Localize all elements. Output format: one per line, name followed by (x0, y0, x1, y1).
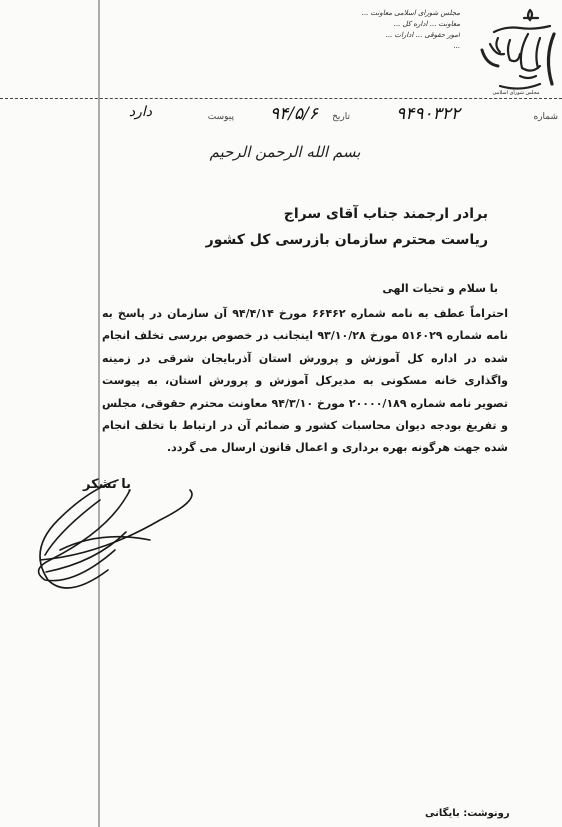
reference-strip (60, 104, 558, 130)
date-label: تاریخ (332, 112, 350, 122)
attachment-label: پیوست (207, 112, 234, 122)
letterhead-line: ... (453, 42, 460, 50)
letterhead-line: معاونت ... اداره کل ... (393, 20, 460, 28)
copy-to: رونوشت: بایگانی (425, 808, 510, 819)
logo-text: مجلس شورای اسلامی (492, 90, 540, 96)
handwritten-signature (0, 460, 300, 600)
letterhead-logo (470, 4, 562, 96)
number-label: شماره (533, 112, 558, 122)
letter-body: احتراماً عطف به نامه شماره ۶۶۴۶۲ مورخ ۹۴/۴/۱۴ آن سازمان در پاسخ به نامه شماره ۵۱۶۰۲۹ مورخ ۹۳/۱۰/۲۸ اینجانب در خصوص بررسی تخلف انجام شده در اداره کل آموزش و پرورش استان آذربایجان شرقی در زمینه واگذاری خانه مسکونی به مدیرکل آموزش و پرورش استان، به پیوست تصویر نامه شماره ۲۰۰۰۰/۱۸۹ مورخ ۹۴/۳/۱۰ معاونت محترم حقوقی، مجلس و تفریغ بودجه دیوان محاسبات کشور و ضمائم آن در ارتباط با تخلف انجام شده جهت هرگونه بهره برداری و اعمال قانون ارسال می گردد. (102, 307, 508, 455)
letterhead-subtitle (210, 8, 460, 52)
closing: با تشکر (83, 477, 132, 492)
basmala: بسم الله الرحمن الرحیم (209, 143, 361, 161)
letterhead-line: امور حقوقی ... ادارات ... (385, 31, 460, 39)
attachment-value: دارد (128, 104, 152, 120)
date-value: ۹۴/۵/۶ (270, 104, 318, 124)
addressee-name: برادر ارجمند جناب آقای سراج (283, 206, 488, 222)
letterhead-divider (0, 98, 562, 99)
addressee-title: ریاست محترم سازمان بازرسی کل کشور (205, 232, 488, 248)
number-value: ۹۴۹۰۳۲۲ (396, 104, 460, 124)
letterhead-line: مجلس شورای اسلامی معاونت ... (361, 9, 460, 17)
greeting: با سلام و تحیات الهی (382, 282, 498, 295)
